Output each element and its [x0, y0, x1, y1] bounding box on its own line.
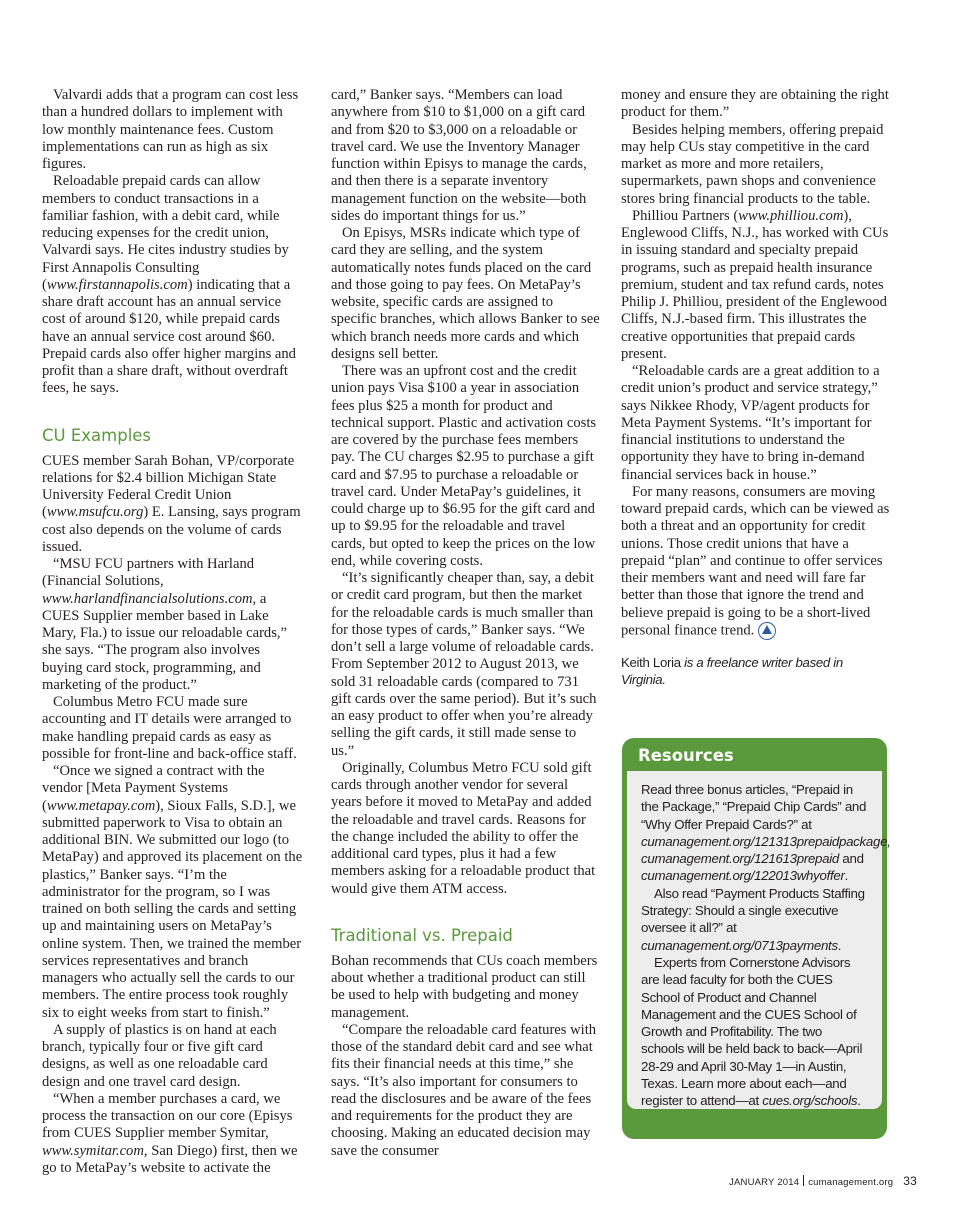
section-heading-cu-examples: CU Examples — [42, 425, 152, 445]
article-column-2 — [331, 87, 601, 1160]
paragraph: There was an upfront cost and the credit union pays Visa $100 a year in association fees plus $25 a month for product and technical support. Plastic and activation costs are covered by the purchase fees members pay. The CU charges $2.95 to purchase a gift card and $7.95 to purchase a reloadable or travel card. Under MetaPay’s guidelines, it could charge up to $6.95 for the gift card and up to $9.95 for the reloadable and travel cards, but opted to keep the prices on the low end, while covering costs. — [331, 363, 597, 569]
paragraph: For many reasons, consumers are moving toward prepaid cards, which can be viewed as both a threat and an opportunity for credit unions. Those credit unions that have a prepaid “plan” and continue to offer services their members want and need will fare far better than those that ignore the trend and believe prepaid is going to be a short-lived personal finance trend. — [621, 483, 890, 639]
site-name[interactable]: cumanagement.org — [808, 1177, 894, 1188]
paragraph: “MSU FCU partners with Harland (Financial Solutions, www.harlandfinancialsolutions.com, a CUES Supplier member based in Lake Mary, Fla.) to issue our reloadable cards,” she says. “The program also involves buying card stock, programming, and marketing of the product.” — [42, 556, 288, 693]
link-metapay[interactable]: www.metapay.com — [46, 797, 156, 814]
resource-item: Read three bonus articles, “Prepaid in the Package,” “Prepaid Chip Cards” and “Why Offer Prepaid Cards?” at cumanagement.org/121313prepaidpackage, cumanagement.org/121613prepaid and cumanagement.org/122013whyoffer. — [641, 782, 891, 884]
paragraph: “It’s significantly cheaper than, say, a debit or credit card program, but then the market for the reloadable cards is much smaller than for those types of cards,” Banker says. “We don’t sell a large volume of reloadable cards. From September 2012 to August 2013, we sold 31 reloadable cards (compared to 731 gift cards over the same period). But it’s such an easy product to offer when you’re already selling the gift cards, it still made sense to us.” — [331, 570, 597, 759]
author-byline: Keith Loria is a freelance writer based in Virginia. — [621, 654, 843, 687]
footer-divider — [803, 1175, 804, 1186]
paragraph: On Episys, MSRs indicate which type of card they are selling, and the system automatically notes funds placed on the card and those going to pay fees. On MetaPay’s website, specific cards are assigned to specific branches, which allows Banker to see which branch needs more cards and which designs sell better. — [331, 225, 600, 362]
paragraph: Columbus Metro FCU made sure accounting and IT details were arranged to make handling prepaid cards as easy as possible for front-line and back-office staff. — [42, 694, 297, 762]
end-of-article-icon — [758, 622, 776, 640]
paragraph: Besides helping members, offering prepaid may help CUs stay competitive in the card market as more and more retailers, supermarkets, pawn shops and convenience stores bring financial products to the table. — [621, 121, 884, 207]
link-bonus-articles[interactable]: cumanagement.org/121313prepaidpackage, cumanagement.org/121613prepaid — [641, 833, 891, 867]
paragraph: “Reloadable cards are a great addition to a credit union’s product and service strategy,” says Nikkee Rhody, VP/agent products for Meta Payment Systems. “It’s important for financial institutions to understand the opportunity they have to bring in-demand financial services back in house.” — [621, 363, 880, 483]
resources-body — [627, 771, 891, 1109]
paragraph: “Once we signed a contract with the vendor [Meta Payment Systems (www.metapay.com), Sioux Falls, S.D.], we submitted paperwork to Visa to obtain an additional BIN. We submitted our logo (to MetaPay) and approved its placement on the plastics,” Banker says. “I’m the administrator for the program, so I was trained on both selling the cards and setting up and maintaining users on MetaPay’s online system. Then, we trained the member services representatives and branch managers who actually sell the cards to our members. The entire process took roughly six to eight weeks from start to finish.” — [42, 763, 303, 1021]
link-philliou[interactable]: www.philliou.com — [738, 207, 844, 224]
link-cues-schools[interactable]: cues.org/schools — [762, 1093, 858, 1109]
resources-title: Resources — [638, 746, 734, 765]
link-payments[interactable]: cumanagement.org/0713payments — [641, 937, 838, 953]
paragraph: CUES member Sarah Bohan, VP/corporate relations for $2.4 billion Michigan State University Federal Credit Union (www.msufcu.org) E. Lansing, says program cost also depends on the volume of cards issued. — [42, 452, 301, 555]
paragraph: Valvardi adds that a program can cost less than a hundred dollars to implement with low monthly maintenance fees. Custom implementations can run as high as six figures. — [42, 87, 299, 172]
resource-item: Also read “Payment Products Staffing Strategy: Should a single executive oversee it all?” at cumanagement.org/0713payments. — [641, 885, 865, 953]
article-column-3 — [621, 87, 891, 688]
resources-sidebar — [622, 738, 891, 1139]
link-symitar[interactable]: www.symitar.com — [42, 1142, 144, 1159]
paragraph: A supply of plastics is on hand at each branch, typically four or five gift card designs, as well as one reloadable card design and one travel card design. — [42, 1021, 277, 1090]
resource-item: Experts from Cornerstone Advisors are lead faculty for both the CUES School of Product and Channel Management and the CUES School of Growth and Profitability. The two schools will be held back to back—April 28-29 and April 30-May 1—in Austin, Texas. Learn more about each—and register to attend—at cues.org/schools. — [641, 954, 863, 1109]
article-column-1 — [42, 87, 304, 1177]
paragraph: “When a member purchases a card, we process the transaction on our core (Episys from CUES Supplier member Symitar, www.symitar.com, San Diego) first, then we go to MetaPay’s website to activate the — [42, 1090, 298, 1176]
page-number: 33 — [903, 1174, 917, 1188]
paragraph: Bohan recommends that CUs coach members about whether a traditional product can still be used to help with budgeting and money management. — [331, 952, 598, 1021]
page-footer — [729, 1174, 917, 1188]
issue-date: JANUARY 2014 — [729, 1177, 800, 1188]
paragraph: “Compare the reloadable card features with those of the standard debit card and see what fits their financial needs at this time,” she says. “It’s also important for consumers to read the disclosures and be aware of the fees and requirements for the product they are choosing. Making an educated decision may save the consumer — [331, 1021, 597, 1159]
paragraph: Originally, Columbus Metro FCU sold gift cards through another vendor for several years before it moved to MetaPay and added the reloadable and travel cards. Reasons for the change included the ability to offer the additional card types, plus it had a few members asking for a reloadable product that would give them ATM access. — [331, 759, 596, 897]
paragraph: Philliou Partners (www.philliou.com), Englewood Cliffs, N.J., has worked with CUs in issuing standard and specialty prepaid programs, such as prepaid health insurance premium, student and tax refund cards, notes Philip J. Philliou, president of the Englewood Cliffs, N.J.-based firm. This illustrates the creative opportunities that prepaid cards present. — [621, 207, 889, 362]
link-harland[interactable]: www.harlandfinancialsolutions.com — [42, 590, 253, 607]
paragraph: money and ensure they are obtaining the right product for them.” — [621, 87, 889, 121]
link-msufcu[interactable]: www.msufcu.org — [46, 504, 144, 521]
section-heading-traditional-vs-prepaid: Traditional vs. Prepaid — [331, 925, 513, 945]
paragraph: Reloadable prepaid cards can allow members to conduct transactions in a familiar fashion, with a debit card, while reducing expenses for the credit union, Valvardi says. He cites industry studies by First Annapolis Consulting (www.firstannapolis.com) indicating that a share draft account has an annual service cost of around $120, while prepaid cards have an annual service cost around $60. Prepaid cards also offer higher margins and profit than a share draft, without overdraft fees, he says. — [42, 173, 296, 397]
paragraph: card,” Banker says. “Members can load anywhere from $10 to $1,000 on a gift card and from $20 to $3,000 on a reloadable or travel card. We use the Inventory Manager function within Episys to manage the cards, and then there is a separate inventory management function on the website—both sides do important things for us.” — [331, 87, 587, 224]
link-first-annapolis[interactable]: www.firstannapolis.com — [46, 276, 188, 293]
link-why-offer[interactable]: cumanagement.org/122013whyoffer — [641, 868, 845, 884]
